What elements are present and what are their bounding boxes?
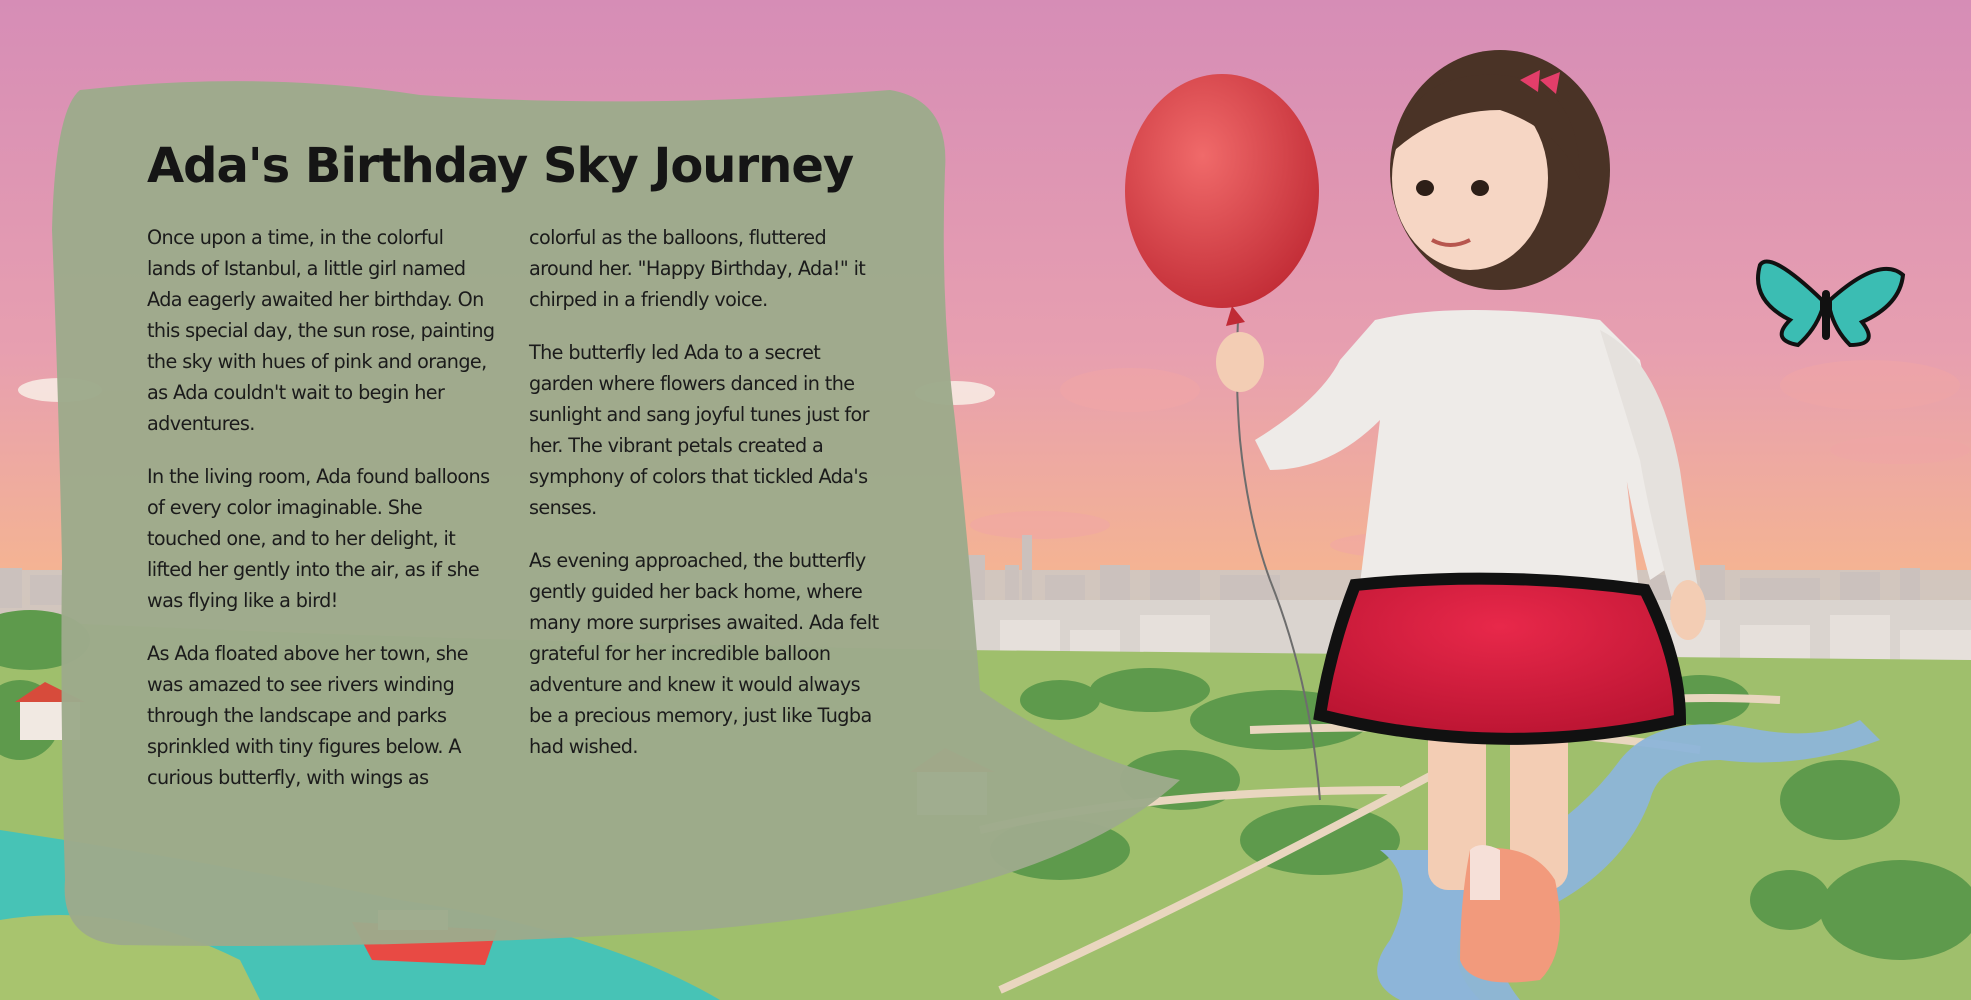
skirt: [1320, 579, 1680, 739]
story-column-left: [147, 222, 497, 815]
story-paragraph: Once upon a time, in the colorful lands of Istanbul, a little girl named Ada eagerly awaited her birthday. On this special day, the sun rose, painting the sky with hues of pink and orange, as Ada couldn't wait to begin her adventures.: [147, 226, 495, 435]
balloon: [1125, 74, 1319, 308]
story-paragraph: colorful as the balloons, fluttered around her. "Happy Birthday, Ada!" it chirped in a friendly voice.: [529, 226, 866, 311]
story-paragraph: The butterfly led Ada to a secret garden where flowers danced in the sunlight and sang joyful tunes just for her. The vibrant petals created a symphony of colors that tickled Ada's senses.: [529, 341, 869, 519]
story-paragraph: In the living room, Ada found balloons of every color imaginable. She touched one, and to her delight, it lifted her gently into the air, as if she was flying like a bird!: [147, 465, 490, 612]
story-title: Ada's Birthday Sky Journey: [147, 138, 854, 194]
story-column-right: [529, 222, 884, 784]
story-paragraph: As evening approached, the butterfly gently guided her back home, where many more surprises awaited. Ada felt grateful for her incredible balloon adventure and knew it would always be a precious memory, just like Tugba had wished.: [529, 549, 879, 758]
story-paragraph: As Ada floated above her town, she was amazed to see rivers winding through the landscape and parks sprinkled with tiny figures below. A curious butterfly, with wings as: [147, 642, 469, 789]
